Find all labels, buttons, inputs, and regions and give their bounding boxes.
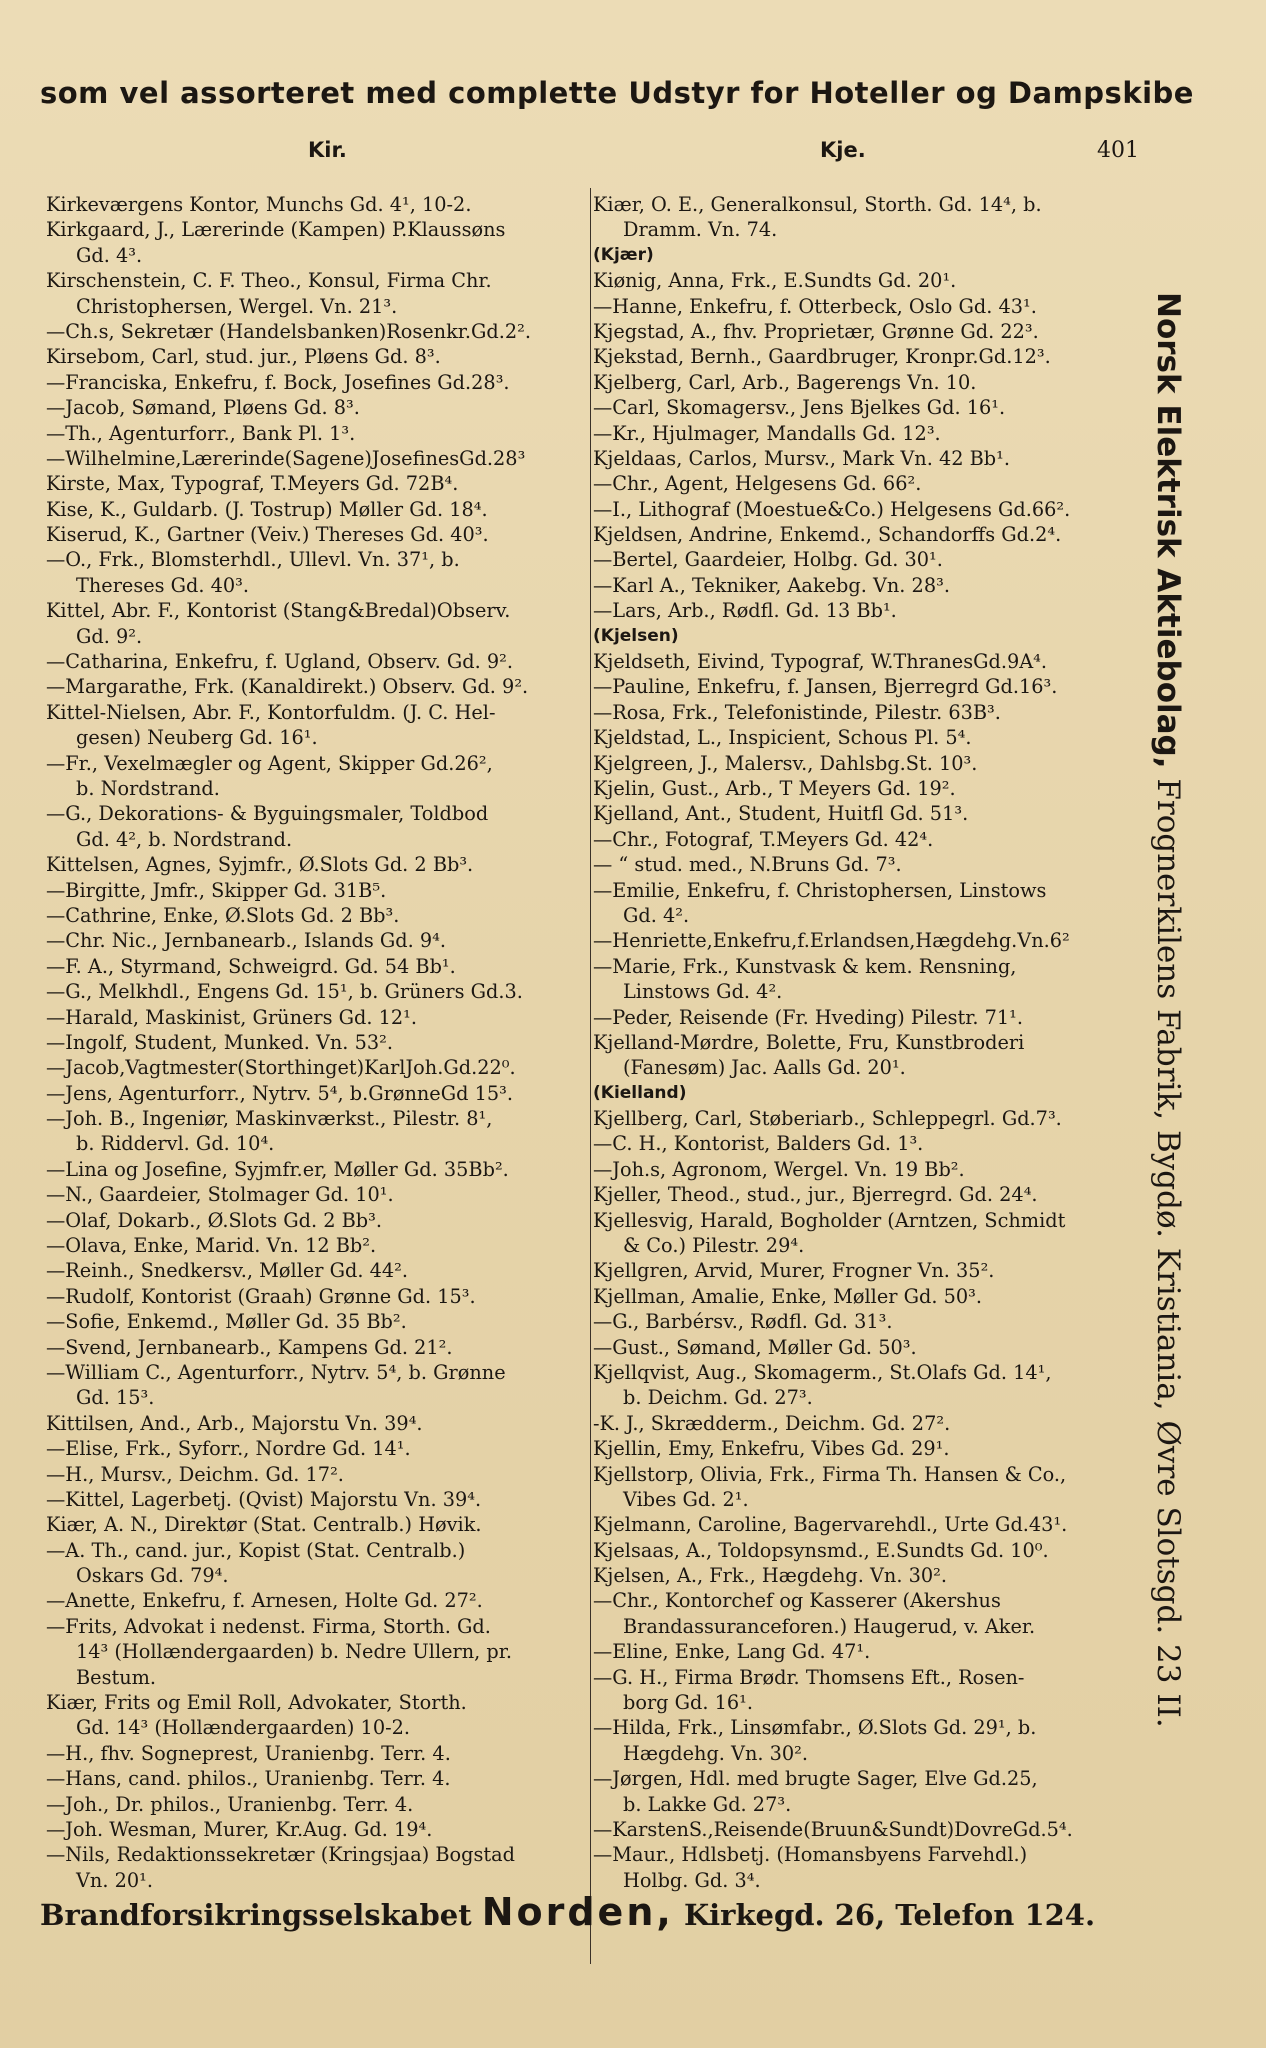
directory-entry-line: —Jørgen, Hdl. med brugte Sager, Elve Gd.25, bbox=[593, 1767, 1038, 1791]
directory-entry-line: b. Nordstrand. bbox=[76, 776, 220, 800]
directory-entry-line: —KarstenS.,Reisende(Bruun&Sundt)DovreGd.5⁴. bbox=[593, 1818, 1073, 1841]
directory-entry-line: Kittel-Nielsen, Abr. F., Kontorfuldm. (J. C. Hel- bbox=[46, 700, 496, 724]
directory-entry-line: —Th., Agenturforr., Bank Pl. 1³. bbox=[46, 421, 356, 445]
side-advert bbox=[1143, 292, 1193, 1892]
directory-entry-line: —G., Dekorations- & Byguingsmaler, Toldbod bbox=[46, 802, 489, 826]
directory-entry-line: Kiær, Frits og Emil Roll, Advokater, Storth. bbox=[46, 1691, 467, 1715]
directory-entry-line: —Harald, Maskinist, Grüners Gd. 12¹. bbox=[46, 1005, 418, 1029]
directory-entry-line: Hægdehg. Vn. 30². bbox=[623, 1741, 809, 1765]
directory-entry-line: Thereses Gd. 40³. bbox=[76, 573, 250, 597]
directory-entry-line: Kjellqvist, Aug., Skomagerm., St.Olafs Gd. 14¹, bbox=[593, 1360, 1052, 1384]
directory-entry-line: —Lina og Josefine, Syjmfr.er, Møller Gd. 35Bb². bbox=[46, 1157, 509, 1181]
directory-entry-line: —William C., Agenturforr., Nytrv. 5⁴, b. Grønne bbox=[46, 1360, 506, 1384]
section-heading: (Kjelsen) bbox=[593, 625, 679, 646]
directory-entry-line: —Eline, Enke, Lang Gd. 47¹. bbox=[593, 1640, 871, 1664]
directory-entry-line: —Fr., Vexelmægler og Agent, Skipper Gd.26², bbox=[46, 751, 493, 775]
directory-entry-line: —Joh., Dr. philos., Uranienbg. Terr. 4. bbox=[46, 1792, 414, 1816]
directory-entry-line: —Kittel, Lagerbetj. (Qvist) Majorstu Vn. 39⁴. bbox=[46, 1487, 482, 1511]
directory-entry-line: —Chr., Fotograf, T.Meyers Gd. 42⁴. bbox=[593, 827, 934, 851]
side-advert-company: Norsk Elektrisk Aktiebolag, bbox=[1150, 292, 1186, 769]
directory-entry-line: —Jens, Agenturforr., Nytrv. 5⁴, b.GrønneGd 15³. bbox=[46, 1081, 513, 1105]
directory-entry-line: —Jacob,Vagtmester(Storthinget)KarlJoh.Gd.22⁰. bbox=[46, 1056, 516, 1080]
directory-entry-line: Kittilsen, And., Arb., Majorstu Vn. 39⁴. bbox=[46, 1411, 423, 1435]
directory-entry-line: —Catharina, Enkefru, f. Ugland, Observ. Gd. 9². bbox=[46, 650, 514, 674]
directory-entry-line: —O., Frk., Blomsterhdl., Ullevl. Vn. 37¹, b. bbox=[46, 548, 460, 572]
directory-entry-line: —Rudolf, Kontorist (Graah) Grønne Gd. 15³. bbox=[46, 1284, 476, 1308]
directory-entry-line: —Hanne, Enkefru, f. Otterbeck, Oslo Gd. 43¹. bbox=[593, 294, 1037, 318]
directory-entry-line: —Wilhelmine,Lærerinde(Sagene)JosefinesGd.28³ bbox=[46, 446, 526, 470]
directory-entry-line: —Pauline, Enkefru, f. Jansen, Bjerregrd Gd.16³. bbox=[593, 675, 1058, 699]
directory-entry-line: Kirschenstein, C. F. Theo., Konsul, Firma Chr. bbox=[46, 269, 492, 293]
directory-entry-line: Kjellesvig, Harald, Bogholder (Arntzen, Schmidt bbox=[593, 1208, 1066, 1232]
directory-entry-line: Kjellin, Emy, Enkefru, Vibes Gd. 29¹. bbox=[593, 1437, 950, 1461]
directory-entry-line: —Olaf, Dokarb., Ø.Slots Gd. 2 Bb³. bbox=[46, 1208, 382, 1232]
directory-entry-line: Linstows Gd. 4². bbox=[623, 980, 783, 1004]
right-column bbox=[593, 192, 1138, 1893]
directory-entry-line: —G., Barbérsv., Rødfl. Gd. 31³. bbox=[593, 1310, 893, 1334]
directory-entry-line: b. Lakke Gd. 27³. bbox=[623, 1792, 792, 1816]
directory-entry-line: —Birgitte, Jmfr., Skipper Gd. 31B⁵. bbox=[46, 878, 387, 902]
directory-entry-line: Gd. 4². bbox=[623, 903, 690, 927]
directory-entry-line: gesen) Neuberg Gd. 16¹. bbox=[76, 726, 318, 750]
directory-entry-line: —G., Melkhdl., Engens Gd. 15¹, b. Grüners Gd.3. bbox=[46, 980, 523, 1004]
directory-entry-line: Kjellman, Amalie, Enke, Møller Gd. 50³. bbox=[593, 1284, 982, 1308]
directory-entry-line: —Ch.s, Sekretær (Handelsbanken)Rosenkr.Gd.2². bbox=[46, 319, 531, 343]
directory-entry-line: —H., Mursv., Deichm. Gd. 17². bbox=[46, 1462, 344, 1486]
section-heading: (Kjær) bbox=[593, 244, 654, 265]
directory-entry-line: Kirkgaard, J., Lærerinde (Kampen) P.Klaussøns bbox=[46, 218, 506, 242]
directory-entry-line: b. Riddervl. Gd. 10⁴. bbox=[76, 1132, 275, 1156]
directory-entry-line: Kirste, Max, Typograf, T.Meyers Gd. 72B⁴. bbox=[46, 472, 459, 496]
directory-entry-line: Kiær, A. N., Direktør (Stat. Centralb.) Høvik. bbox=[46, 1513, 482, 1537]
directory-entry-line: —Gust., Sømand, Møller Gd. 50³. bbox=[593, 1335, 917, 1359]
top-advert: som vel assorteret med complette Udstyr for Hoteller og Dampskibe bbox=[40, 76, 1194, 110]
directory-entry-line: Brandassuranceforen.) Haugerud, v. Aker. bbox=[623, 1614, 1036, 1638]
directory-entry-line: Vibes Gd. 2¹. bbox=[623, 1487, 749, 1511]
directory-entry-line: —Jacob, Sømand, Pløens Gd. 8³. bbox=[46, 396, 360, 420]
directory-entry-line: —Carl, Skomagersv., Jens Bjelkes Gd. 16¹. bbox=[593, 396, 1006, 420]
directory-entry-line: —F. A., Styrmand, Schweigrd. Gd. 54 Bb¹. bbox=[46, 954, 456, 978]
directory-entry-line: Oskars Gd. 79⁴. bbox=[76, 1564, 229, 1588]
directory-entry-line: Kiær, O. E., Generalkonsul, Storth. Gd. 14⁴, b. bbox=[593, 193, 1042, 216]
directory-entry-line: — “ stud. med., N.Bruns Gd. 7³. bbox=[593, 853, 902, 877]
directory-entry-line: —Joh.s, Agronom, Wergel. Vn. 19 Bb². bbox=[593, 1157, 965, 1181]
right-column-heading: Kje. bbox=[820, 138, 866, 162]
directory-entry-line: —Joh. B., Ingeniør, Maskinværkst., Pilestr. 8¹, bbox=[46, 1107, 493, 1131]
directory-entry-line: Kiserud, K., Gartner (Veiv.) Thereses Gd. 40³. bbox=[46, 523, 489, 547]
directory-entry-line: —G. H., Firma Brødr. Thomsens Eft., Rosen- bbox=[593, 1665, 1025, 1689]
directory-entry-line: Kjegstad, A., fhv. Proprietær, Grønne Gd. 22³. bbox=[593, 319, 1039, 343]
directory-entry-line: —Marie, Frk., Kunstvask & kem. Rensning, bbox=[593, 954, 1017, 978]
directory-entry-line: —Nils, Redaktionssekretær (Kringsjaa) Bogstad bbox=[46, 1843, 515, 1867]
directory-entry-line: Kjellberg, Carl, Støberiarb., Schleppegrl. Gd.7³. bbox=[593, 1107, 1062, 1131]
directory-entry-line: —Chr., Agent, Helgesens Gd. 66². bbox=[593, 472, 922, 496]
directory-entry-line: Kjelsaas, A., Toldopsynsmd., E.Sundts Gd. 10⁰. bbox=[593, 1538, 1049, 1562]
directory-entry-line: Holbg. Gd. 3⁴. bbox=[623, 1868, 761, 1892]
directory-entry-line: Kjeldaas, Carlos, Mursv., Mark Vn. 42 Bb¹. bbox=[593, 446, 1011, 470]
directory-entry-line: —Ingolf, Student, Munked. Vn. 53². bbox=[46, 1030, 393, 1054]
directory-entry-line: —N., Gaardeier, Stolmager Gd. 10¹. bbox=[46, 1183, 394, 1207]
directory-entry-line: b. Deichm. Gd. 27³. bbox=[623, 1386, 813, 1410]
directory-entry-line: Kjeller, Theod., stud., jur., Bjerregrd. Gd. 24⁴. bbox=[593, 1183, 1038, 1207]
directory-entry-line: —Sofie, Enkemd., Møller Gd. 35 Bb². bbox=[46, 1310, 407, 1334]
directory-entry-line: —Bertel, Gaardeier, Holbg. Gd. 30¹. bbox=[593, 548, 943, 572]
directory-entry-line: —Joh. Wesman, Murer, Kr.Aug. Gd. 19⁴. bbox=[46, 1818, 433, 1841]
directory-entry-line: —Elise, Frk., Syforr., Nordre Gd. 14¹. bbox=[46, 1437, 411, 1461]
directory-entry-line: —Cathrine, Enke, Ø.Slots Gd. 2 Bb³. bbox=[46, 903, 400, 927]
directory-entry-line: Kirkeværgens Kontor, Munchs Gd. 4¹, 10-2. bbox=[46, 193, 472, 216]
directory-entry-line: 14³ (Hollændergaarden) b. Nedre Ullern, pr. bbox=[76, 1640, 512, 1664]
directory-entry-line: Kjelsen, A., Frk., Hægdehg. Vn. 30². bbox=[593, 1564, 947, 1588]
directory-entry-line: Kjeldstad, L., Inspicient, Schous Pl. 5⁴. bbox=[593, 726, 972, 750]
directory-entry-line: —Svend, Jernbanearb., Kampens Gd. 21². bbox=[46, 1335, 453, 1359]
directory-entry-line: Kjelland-Mørdre, Bolette, Fru, Kunstbroderi bbox=[593, 1030, 1025, 1054]
directory-entry-line: Gd. 9². bbox=[76, 624, 143, 648]
directory-entry-line: Kjelmann, Caroline, Bagervarehdl., Urte Gd.43¹. bbox=[593, 1513, 1068, 1537]
directory-entry-line: —Henriette,Enkefru,f.Erlandsen,Hægdehg.Vn.6² bbox=[593, 929, 1070, 953]
bottom-advert-name: Norden, bbox=[481, 1890, 674, 1934]
directory-entry-line: Christophersen, Wergel. Vn. 21³. bbox=[76, 294, 398, 318]
directory-entry-line: —Lars, Arb., Rødfl. Gd. 13 Bb¹. bbox=[593, 599, 897, 623]
directory-entry-line: —Emilie, Enkefru, f. Christophersen, Linstows bbox=[593, 878, 1047, 902]
directory-entry-line: Gd. 4³. bbox=[76, 243, 143, 267]
directory-entry-line: —Hilda, Frk., Linsømfabr., Ø.Slots Gd. 29¹, b. bbox=[593, 1716, 1037, 1740]
directory-entry-line: —Chr., Kontorchef og Kasserer (Akershus bbox=[593, 1589, 1001, 1613]
directory-entry-line: —Frits, Advokat i nedenst. Firma, Storth. Gd. bbox=[46, 1614, 491, 1638]
directory-entry-line: —Margarathe, Frk. (Kanaldirekt.) Observ. Gd. 9². bbox=[46, 675, 529, 699]
directory-entry-line: Kjellstorp, Olivia, Frk., Firma Th. Hansen & Co., bbox=[593, 1462, 1067, 1486]
directory-entry-line: —Olava, Enke, Marid. Vn. 12 Bb². bbox=[46, 1234, 377, 1258]
bottom-advert bbox=[40, 1890, 1190, 1934]
side-advert-address: Frognerkilens Fabrik, Bygdø. Kristiania, Øvre Slotsgd. 23 II. bbox=[1150, 778, 1186, 1728]
directory-entry-line: Bestum. bbox=[76, 1665, 157, 1689]
directory-entry-line: —Reinh., Snedkersv., Møller Gd. 44². bbox=[46, 1259, 409, 1283]
directory-entry-line: Dramm. Vn. 74. bbox=[623, 218, 778, 242]
directory-entry-line: —Peder, Reisende (Fr. Hveding) Pilestr. 71¹. bbox=[593, 1005, 1024, 1029]
directory-entry-line: —Kr., Hjulmager, Mandalls Gd. 12³. bbox=[593, 421, 941, 445]
directory-entry-line: & Co.) Pilestr. 29⁴. bbox=[623, 1234, 805, 1258]
directory-entry-line: —Maur., Hdlsbetj. (Homansbyens Farvehdl.) bbox=[593, 1843, 1028, 1867]
directory-entry-line: Kirsebom, Carl, stud. jur., Pløens Gd. 8³. bbox=[46, 345, 441, 369]
bottom-advert-suffix: Kirkegd. 26, Telefon 124. bbox=[683, 1898, 1096, 1932]
page-number: 401 bbox=[1097, 138, 1139, 163]
directory-entry-line: (Fanesøm) Jac. Aalls Gd. 20¹. bbox=[623, 1056, 906, 1080]
directory-entry-line: Kjelgreen, J., Malersv., Dahlsbg.St. 10³. bbox=[593, 751, 978, 775]
directory-entry-line: Vn. 20¹. bbox=[76, 1868, 153, 1892]
directory-entry-line: Kjelin, Gust., Arb., T Meyers Gd. 19². bbox=[593, 776, 956, 800]
directory-entry-line: —Chr. Nic., Jernbanearb., Islands Gd. 9⁴. bbox=[46, 929, 447, 953]
directory-entry-line: Kjellgren, Arvid, Murer, Frogner Vn. 35². bbox=[593, 1259, 995, 1283]
directory-entry-line: Kjekstad, Bernh., Gaardbruger, Kronpr.Gd.12³. bbox=[593, 345, 1051, 369]
left-column bbox=[46, 192, 588, 1893]
directory-entry-line: —Hans, cand. philos., Uranienbg. Terr. 4. bbox=[46, 1767, 451, 1791]
directory-entry-line: Gd. 15³. bbox=[76, 1386, 155, 1410]
directory-entry-line: Kise, K., Guldarb. (J. Tostrup) Møller Gd. 18⁴. bbox=[46, 497, 488, 521]
directory-entry-line: —I., Lithograf (Moestue&Co.) Helgesens Gd.66². bbox=[593, 497, 1071, 521]
directory-entry-line: —H., fhv. Sogneprest, Uranienbg. Terr. 4. bbox=[46, 1741, 451, 1765]
directory-entry-line: —Rosa, Frk., Telefonistinde, Pilestr. 63B³. bbox=[593, 700, 1001, 724]
directory-entry-line: Kiønig, Anna, Frk., E.Sundts Gd. 20¹. bbox=[593, 269, 957, 293]
directory-entry-line: —Anette, Enkefru, f. Arnesen, Holte Gd. 27². bbox=[46, 1589, 483, 1613]
directory-entry-line: -K. J., Skrædderm., Deichm. Gd. 27². bbox=[593, 1411, 951, 1435]
directory-entry-line: Kjeldseth, Eivind, Typograf, W.ThranesGd.9A⁴. bbox=[593, 650, 1048, 674]
bottom-advert-prefix: Brandforsikringsselskabet bbox=[40, 1898, 472, 1932]
directory-entry-line: Kittel, Abr. F., Kontorist (Stang&Bredal)Observ. bbox=[46, 599, 511, 623]
directory-entry-line: Kittelsen, Agnes, Syjmfr., Ø.Slots Gd. 2 Bb³. bbox=[46, 853, 474, 877]
directory-entry-line: Gd. 4², b. Nordstrand. bbox=[76, 827, 293, 851]
directory-entry-line: —A. Th., cand. jur., Kopist (Stat. Centralb.) bbox=[46, 1538, 466, 1562]
directory-entry-line: —Franciska, Enkefru, f. Bock, Josefines Gd.28³. bbox=[46, 370, 510, 394]
directory-entry-line: Gd. 14³ (Hollændergaarden) 10-2. bbox=[76, 1716, 411, 1740]
section-heading: (Kielland) bbox=[593, 1082, 687, 1103]
directory-entry-line: Kjelland, Ant., Student, Huitfl Gd. 51³. bbox=[593, 802, 969, 826]
left-column-heading: Kir. bbox=[308, 138, 347, 162]
column-divider bbox=[590, 188, 591, 1964]
directory-entry-line: Kjelberg, Carl, Arb., Bagerengs Vn. 10. bbox=[593, 370, 977, 394]
directory-entry-line: borg Gd. 16¹. bbox=[623, 1691, 754, 1715]
directory-entry-line: —Karl A., Tekniker, Aakebg. Vn. 28³. bbox=[593, 573, 950, 597]
directory-entry-line: Kjeldsen, Andrine, Enkemd., Schandorffs Gd.2⁴. bbox=[593, 523, 1062, 547]
directory-entry-line: —C. H., Kontorist, Balders Gd. 1³. bbox=[593, 1132, 924, 1156]
